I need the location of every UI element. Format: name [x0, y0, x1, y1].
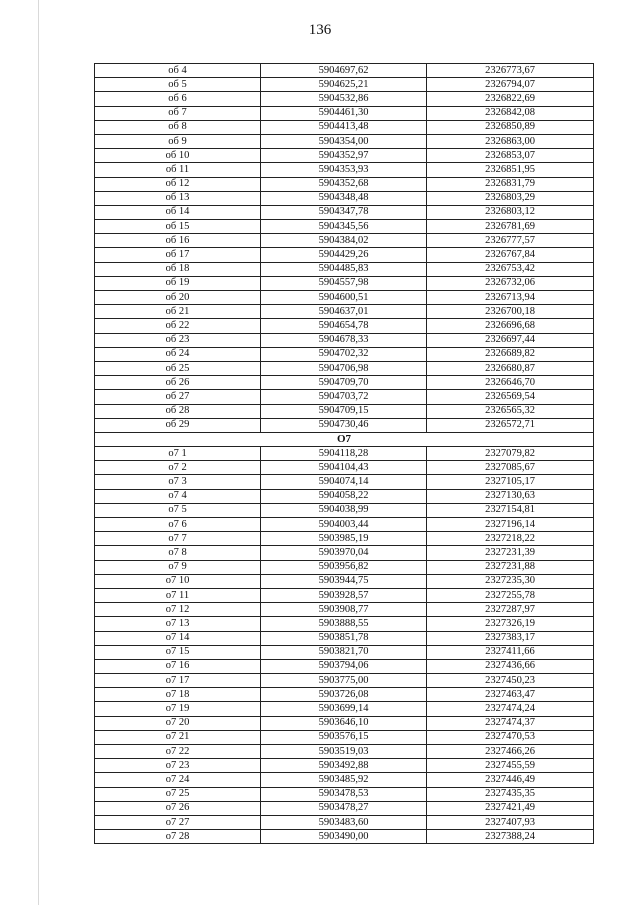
x-coordinate-cell: 5903646,10 — [261, 716, 427, 730]
y-coordinate-cell: 2327287,97 — [427, 603, 594, 617]
table-row — [95, 546, 594, 560]
x-coordinate-cell: 5904354,00 — [261, 134, 427, 148]
table-row — [95, 603, 594, 617]
point-id-cell: о7 10 — [95, 574, 261, 588]
x-coordinate-cell: 5904118,28 — [261, 447, 427, 461]
y-coordinate-cell: 2326697,44 — [427, 333, 594, 347]
point-id-cell: о7 2 — [95, 461, 261, 475]
y-coordinate-cell: 2327383,17 — [427, 631, 594, 645]
x-coordinate-cell: 5904678,33 — [261, 333, 427, 347]
point-id-cell: об 9 — [95, 134, 261, 148]
point-id-cell: об 14 — [95, 205, 261, 219]
x-coordinate-cell: 5903794,06 — [261, 659, 427, 673]
x-coordinate-cell: 5904429,26 — [261, 248, 427, 262]
x-coordinate-cell: 5904038,99 — [261, 503, 427, 517]
table-row — [95, 674, 594, 688]
table-row — [95, 205, 594, 219]
table-row — [95, 319, 594, 333]
x-coordinate-cell: 5904637,01 — [261, 305, 427, 319]
y-coordinate-cell: 2326753,42 — [427, 262, 594, 276]
point-id-cell: об 25 — [95, 361, 261, 375]
table-row — [95, 645, 594, 659]
point-id-cell: о7 28 — [95, 830, 261, 844]
y-coordinate-cell: 2327388,24 — [427, 830, 594, 844]
table-row — [95, 291, 594, 305]
point-id-cell: о7 6 — [95, 518, 261, 532]
y-coordinate-cell: 2326822,69 — [427, 92, 594, 106]
point-id-cell: об 16 — [95, 234, 261, 248]
x-coordinate-cell: 5903490,00 — [261, 830, 427, 844]
x-coordinate-cell: 5903985,19 — [261, 532, 427, 546]
y-coordinate-cell: 2326646,70 — [427, 376, 594, 390]
y-coordinate-cell: 2327450,23 — [427, 674, 594, 688]
x-coordinate-cell: 5903485,92 — [261, 773, 427, 787]
x-coordinate-cell: 5903908,77 — [261, 603, 427, 617]
table-row — [95, 659, 594, 673]
y-coordinate-cell: 2326850,89 — [427, 120, 594, 134]
point-id-cell: об 10 — [95, 149, 261, 163]
point-id-cell: об 12 — [95, 177, 261, 191]
x-coordinate-cell: 5904384,02 — [261, 234, 427, 248]
table-row — [95, 801, 594, 815]
table-row — [95, 134, 594, 148]
table-row — [95, 163, 594, 177]
y-coordinate-cell: 2326713,94 — [427, 291, 594, 305]
point-id-cell: о7 17 — [95, 674, 261, 688]
y-coordinate-cell: 2326863,00 — [427, 134, 594, 148]
point-id-cell: об 26 — [95, 376, 261, 390]
point-id-cell: о7 9 — [95, 560, 261, 574]
x-coordinate-cell: 5904709,70 — [261, 376, 427, 390]
y-coordinate-cell: 2327446,49 — [427, 773, 594, 787]
x-coordinate-cell: 5903956,82 — [261, 560, 427, 574]
table-row — [95, 489, 594, 503]
table-row — [95, 518, 594, 532]
table-row — [95, 688, 594, 702]
x-coordinate-cell: 5903699,14 — [261, 702, 427, 716]
point-id-cell: о7 27 — [95, 815, 261, 829]
table-row — [95, 418, 594, 432]
table-row — [95, 503, 594, 517]
point-id-cell: о7 24 — [95, 773, 261, 787]
y-coordinate-cell: 2327466,26 — [427, 745, 594, 759]
table-row — [95, 532, 594, 546]
point-id-cell: о7 5 — [95, 503, 261, 517]
x-coordinate-cell: 5904625,21 — [261, 78, 427, 92]
x-coordinate-cell: 5904347,78 — [261, 205, 427, 219]
x-coordinate-cell: 5903576,15 — [261, 730, 427, 744]
x-coordinate-cell: 5903483,60 — [261, 815, 427, 829]
x-coordinate-cell: 5904058,22 — [261, 489, 427, 503]
point-id-cell: о7 20 — [95, 716, 261, 730]
table-row — [95, 631, 594, 645]
table-row — [95, 234, 594, 248]
point-id-cell: о7 1 — [95, 447, 261, 461]
y-coordinate-cell: 2326842,08 — [427, 106, 594, 120]
point-id-cell: о7 12 — [95, 603, 261, 617]
table-row — [95, 617, 594, 631]
point-id-cell: об 21 — [95, 305, 261, 319]
table-row — [95, 276, 594, 290]
y-coordinate-cell: 2326853,07 — [427, 149, 594, 163]
section-title: О7 — [95, 432, 594, 446]
y-coordinate-cell: 2327474,37 — [427, 716, 594, 730]
x-coordinate-cell: 5904706,98 — [261, 361, 427, 375]
x-coordinate-cell: 5904353,93 — [261, 163, 427, 177]
table-row — [95, 404, 594, 418]
table-row — [95, 64, 594, 78]
x-coordinate-cell: 5903775,00 — [261, 674, 427, 688]
point-id-cell: об 6 — [95, 92, 261, 106]
page-edge-mark — [38, 0, 39, 905]
table-row — [95, 773, 594, 787]
point-id-cell: об 11 — [95, 163, 261, 177]
point-id-cell: об 29 — [95, 418, 261, 432]
y-coordinate-cell: 2327105,17 — [427, 475, 594, 489]
y-coordinate-cell: 2327463,47 — [427, 688, 594, 702]
y-coordinate-cell: 2327231,88 — [427, 560, 594, 574]
point-id-cell: о7 13 — [95, 617, 261, 631]
table-row — [95, 305, 594, 319]
y-coordinate-cell: 2326732,06 — [427, 276, 594, 290]
page-number: 136 — [308, 22, 332, 38]
x-coordinate-cell: 5904461,30 — [261, 106, 427, 120]
y-coordinate-cell: 2326794,07 — [427, 78, 594, 92]
point-id-cell: об 23 — [95, 333, 261, 347]
table-row — [95, 730, 594, 744]
point-id-cell: о7 18 — [95, 688, 261, 702]
y-coordinate-cell: 2326569,54 — [427, 390, 594, 404]
table-row — [95, 177, 594, 191]
table-row — [95, 759, 594, 773]
y-coordinate-cell: 2326565,32 — [427, 404, 594, 418]
point-id-cell: об 17 — [95, 248, 261, 262]
point-id-cell: о7 8 — [95, 546, 261, 560]
point-id-cell: об 4 — [95, 64, 261, 78]
x-coordinate-cell: 5903970,04 — [261, 546, 427, 560]
y-coordinate-cell: 2326803,12 — [427, 205, 594, 219]
point-id-cell: об 13 — [95, 191, 261, 205]
point-id-cell: об 18 — [95, 262, 261, 276]
x-coordinate-cell: 5903851,78 — [261, 631, 427, 645]
table-row — [95, 78, 594, 92]
table-row — [95, 220, 594, 234]
table-row — [95, 149, 594, 163]
y-coordinate-cell: 2327474,24 — [427, 702, 594, 716]
x-coordinate-cell: 5904730,46 — [261, 418, 427, 432]
y-coordinate-cell: 2327436,66 — [427, 659, 594, 673]
section-header-row — [95, 432, 594, 446]
table-row — [95, 815, 594, 829]
table-row — [95, 560, 594, 574]
point-id-cell: об 20 — [95, 291, 261, 305]
table-row — [95, 92, 594, 106]
table-row — [95, 390, 594, 404]
y-coordinate-cell: 2326831,79 — [427, 177, 594, 191]
x-coordinate-cell: 5904352,68 — [261, 177, 427, 191]
x-coordinate-cell: 5903821,70 — [261, 645, 427, 659]
table-row — [95, 588, 594, 602]
point-id-cell: о7 25 — [95, 787, 261, 801]
point-id-cell: об 22 — [95, 319, 261, 333]
table-row — [95, 376, 594, 390]
table-row — [95, 106, 594, 120]
table-row — [95, 574, 594, 588]
y-coordinate-cell: 2327470,53 — [427, 730, 594, 744]
y-coordinate-cell: 2327326,19 — [427, 617, 594, 631]
point-id-cell: об 15 — [95, 220, 261, 234]
y-coordinate-cell: 2326689,82 — [427, 347, 594, 361]
y-coordinate-cell: 2326767,84 — [427, 248, 594, 262]
y-coordinate-cell: 2327231,39 — [427, 546, 594, 560]
y-coordinate-cell: 2326781,69 — [427, 220, 594, 234]
y-coordinate-cell: 2326700,18 — [427, 305, 594, 319]
point-id-cell: о7 22 — [95, 745, 261, 759]
table-row — [95, 745, 594, 759]
table-row — [95, 475, 594, 489]
table-row — [95, 248, 594, 262]
table-row — [95, 120, 594, 134]
x-coordinate-cell: 5904709,15 — [261, 404, 427, 418]
y-coordinate-cell: 2327218,22 — [427, 532, 594, 546]
x-coordinate-cell: 5904003,44 — [261, 518, 427, 532]
point-id-cell: о7 14 — [95, 631, 261, 645]
point-id-cell: о7 11 — [95, 588, 261, 602]
table-row — [95, 787, 594, 801]
x-coordinate-cell: 5904485,83 — [261, 262, 427, 276]
y-coordinate-cell: 2326851,95 — [427, 163, 594, 177]
point-id-cell: о7 19 — [95, 702, 261, 716]
table-row — [95, 333, 594, 347]
point-id-cell: о7 26 — [95, 801, 261, 815]
table-row — [95, 716, 594, 730]
y-coordinate-cell: 2327455,59 — [427, 759, 594, 773]
y-coordinate-cell: 2327130,63 — [427, 489, 594, 503]
point-id-cell: о7 4 — [95, 489, 261, 503]
point-id-cell: об 8 — [95, 120, 261, 134]
x-coordinate-cell: 5904557,98 — [261, 276, 427, 290]
coordinates-table — [94, 63, 594, 844]
table-row — [95, 347, 594, 361]
point-id-cell: об 24 — [95, 347, 261, 361]
x-coordinate-cell: 5904703,72 — [261, 390, 427, 404]
table-row — [95, 361, 594, 375]
x-coordinate-cell: 5904104,43 — [261, 461, 427, 475]
point-id-cell: об 27 — [95, 390, 261, 404]
point-id-cell: о7 15 — [95, 645, 261, 659]
y-coordinate-cell: 2327407,93 — [427, 815, 594, 829]
point-id-cell: о7 3 — [95, 475, 261, 489]
y-coordinate-cell: 2326696,68 — [427, 319, 594, 333]
y-coordinate-cell: 2327255,78 — [427, 588, 594, 602]
x-coordinate-cell: 5903888,55 — [261, 617, 427, 631]
y-coordinate-cell: 2327411,66 — [427, 645, 594, 659]
table-row — [95, 191, 594, 205]
y-coordinate-cell: 2327196,14 — [427, 518, 594, 532]
point-id-cell: об 28 — [95, 404, 261, 418]
point-id-cell: о7 16 — [95, 659, 261, 673]
point-id-cell: об 19 — [95, 276, 261, 290]
table-row — [95, 702, 594, 716]
point-id-cell: о7 21 — [95, 730, 261, 744]
x-coordinate-cell: 5904348,48 — [261, 191, 427, 205]
table-row — [95, 461, 594, 475]
point-id-cell: о7 7 — [95, 532, 261, 546]
x-coordinate-cell: 5904532,86 — [261, 92, 427, 106]
x-coordinate-cell: 5904352,97 — [261, 149, 427, 163]
x-coordinate-cell: 5904697,62 — [261, 64, 427, 78]
point-id-cell: о7 23 — [95, 759, 261, 773]
x-coordinate-cell: 5903492,88 — [261, 759, 427, 773]
table-row — [95, 262, 594, 276]
y-coordinate-cell: 2326680,87 — [427, 361, 594, 375]
y-coordinate-cell: 2327435,35 — [427, 787, 594, 801]
x-coordinate-cell: 5903726,08 — [261, 688, 427, 702]
table-row — [95, 830, 594, 844]
x-coordinate-cell: 5903478,53 — [261, 787, 427, 801]
y-coordinate-cell: 2327085,67 — [427, 461, 594, 475]
y-coordinate-cell: 2326773,67 — [427, 64, 594, 78]
y-coordinate-cell: 2326777,57 — [427, 234, 594, 248]
x-coordinate-cell: 5903478,27 — [261, 801, 427, 815]
y-coordinate-cell: 2327154,81 — [427, 503, 594, 517]
x-coordinate-cell: 5904702,32 — [261, 347, 427, 361]
point-id-cell: об 7 — [95, 106, 261, 120]
x-coordinate-cell: 5903944,75 — [261, 574, 427, 588]
x-coordinate-cell: 5904074,14 — [261, 475, 427, 489]
y-coordinate-cell: 2327079,82 — [427, 447, 594, 461]
x-coordinate-cell: 5904600,51 — [261, 291, 427, 305]
coordinates-table-body — [95, 64, 594, 844]
y-coordinate-cell: 2326572,71 — [427, 418, 594, 432]
y-coordinate-cell: 2327235,30 — [427, 574, 594, 588]
x-coordinate-cell: 5904654,78 — [261, 319, 427, 333]
point-id-cell: об 5 — [95, 78, 261, 92]
y-coordinate-cell: 2327421,49 — [427, 801, 594, 815]
x-coordinate-cell: 5904345,56 — [261, 220, 427, 234]
table-row — [95, 447, 594, 461]
x-coordinate-cell: 5904413,48 — [261, 120, 427, 134]
y-coordinate-cell: 2326803,29 — [427, 191, 594, 205]
x-coordinate-cell: 5903928,57 — [261, 588, 427, 602]
x-coordinate-cell: 5903519,03 — [261, 745, 427, 759]
